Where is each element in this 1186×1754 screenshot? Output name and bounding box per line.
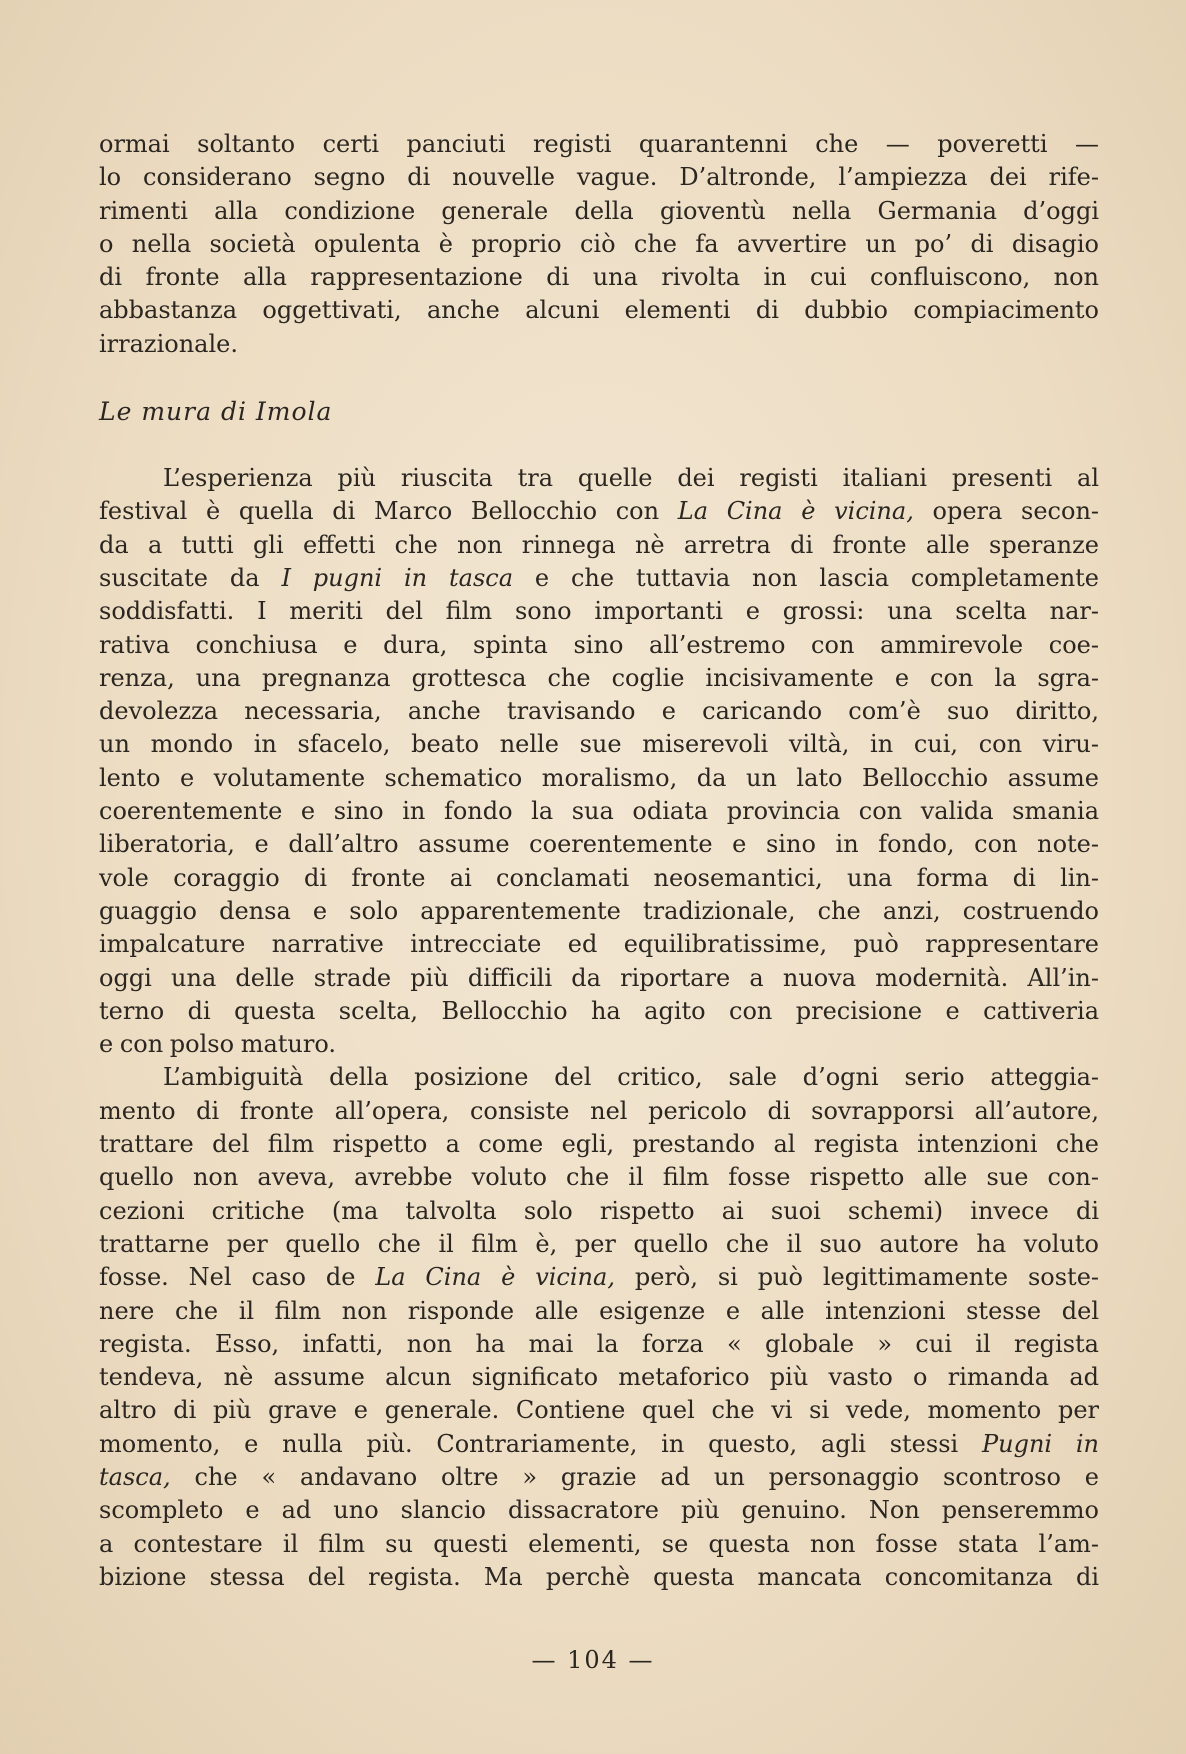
text-segment: fosse. Nel caso de [99, 1263, 376, 1292]
text-segment: altro di più grave e generale. Contiene quel che vi si vede, momento per [99, 1396, 1099, 1425]
text-line [99, 1095, 1099, 1128]
text-line [99, 962, 1099, 995]
paragraph [99, 462, 1099, 1061]
text-line [99, 695, 1099, 728]
text-line [99, 128, 1099, 161]
text-segment: opera secon- [913, 497, 1100, 526]
text-line [99, 995, 1099, 1028]
text-segment: momento, e nulla più. Contrariamente, in questo, agli stessi [99, 1429, 982, 1458]
text-line [99, 662, 1099, 695]
italic-title: I pugni in tasca [281, 563, 514, 592]
italic-title: tasca, [99, 1462, 171, 1491]
text-line [99, 1295, 1099, 1328]
text-segment: o nella società opulenta è proprio ciò che fa avvertire un po’ di disagio [99, 229, 1099, 258]
text-segment: regista. Esso, infatti, non ha mai la forza « globale » cui il regista [99, 1329, 1099, 1358]
text-segment: mento di fronte all’opera, consiste nel pericolo di sovrapporsi all’autore, [99, 1096, 1099, 1125]
text-line [99, 328, 1099, 361]
text-segment: lento e volutamente schematico moralismo, da un lato Bellocchio assume [99, 763, 1099, 792]
text-line [99, 862, 1099, 895]
text-segment: e con polso maturo. [99, 1030, 336, 1059]
text-segment: trattare del film rispetto a come egli, prestando al regista intenzioni che [99, 1130, 1099, 1159]
page-body [99, 128, 1099, 1594]
text-line [99, 195, 1099, 228]
text-segment: abbastanza oggettivati, anche alcuni elementi di dubbio compiacimento [99, 296, 1099, 325]
italic-title: La Cina è vicina, [677, 497, 914, 526]
text-segment: L’ambiguità della posizione del critico, sale d’ogni serio atteggia- [163, 1063, 1099, 1092]
text-line [99, 928, 1099, 961]
text-segment: guaggio densa e solo apparentemente tradizionale, che anzi, costruendo [99, 896, 1099, 925]
text-line [99, 462, 1099, 495]
text-line [99, 1461, 1099, 1494]
text-line [99, 828, 1099, 861]
text-segment: coerentemente e sino in fondo la sua odiata provincia con valida smania [99, 797, 1099, 826]
text-segment: festival è quella di Marco Bellocchio con [99, 497, 678, 526]
text-segment: a contestare il film su questi elementi, se questa non fosse stata l’am- [99, 1529, 1099, 1558]
text-segment: oggi una delle strade più difficili da riportare a nuova modernità. All’in- [99, 963, 1099, 992]
text-line [99, 1528, 1099, 1561]
text-segment: rimenti alla condizione generale della gioventù nella Germania d’oggi [99, 196, 1099, 225]
text-segment: e che tuttavia non lascia completamente [513, 563, 1100, 592]
text-segment: vole coraggio di fronte ai conclamati neosemantici, una forma di lin- [99, 863, 1099, 892]
text-segment: liberatoria, e dall’altro assume coerentemente e sino in fondo, con note- [99, 830, 1099, 859]
text-segment: che « andavano oltre » grazie ad un personaggio scontroso e [170, 1462, 1099, 1491]
text-segment: rativa conchiusa e dura, spinta sino all’estremo con ammirevole coe- [99, 630, 1099, 659]
text-segment: nere che il film non risponde alle esigenze e alle intenzioni stesse del [99, 1296, 1099, 1325]
section-heading: Le mura di Imola [99, 397, 333, 427]
text-line [99, 762, 1099, 795]
text-line [99, 1561, 1099, 1594]
text-segment: trattarne per quello che il film è, per quello che il suo autore ha voluto [99, 1229, 1099, 1258]
text-line [99, 1261, 1099, 1294]
text-line [99, 261, 1099, 294]
text-segment: di fronte alla rappresentazione di una rivolta in cui confluiscono, non [99, 263, 1099, 292]
text-segment: da a tutti gli effetti che non rinnega nè arretra di fronte alle speranze [99, 530, 1099, 559]
text-line [99, 495, 1099, 528]
text-line [99, 1494, 1099, 1527]
text-line [99, 294, 1099, 327]
text-line [99, 1061, 1099, 1094]
text-line [99, 1361, 1099, 1394]
text-segment: devolezza necessaria, anche travisando e caricando com’è suo diritto, [99, 697, 1099, 726]
text-line [99, 728, 1099, 761]
text-segment: renza, una pregnanza grottesca che coglie incisivamente e con la sgra- [99, 663, 1099, 692]
text-line [99, 529, 1099, 562]
text-line [99, 595, 1099, 628]
text-segment: cezioni critiche (ma talvolta solo rispetto ai suoi schemi) invece di [99, 1196, 1099, 1225]
text-segment: però, si può legittimamente soste- [614, 1263, 1099, 1292]
page-number: — 104 — [531, 1646, 655, 1674]
text-line [99, 1328, 1099, 1361]
text-segment: terno di questa scelta, Bellocchio ha agito con precisione e cattiveria [99, 996, 1099, 1025]
paragraph [99, 128, 1099, 361]
text-line [99, 562, 1099, 595]
italic-title: La Cina è vicina, [375, 1263, 615, 1292]
text-line [99, 1128, 1099, 1161]
text-segment: ormai soltanto certi panciuti registi quarantenni che — poveretti — [99, 130, 1099, 158]
text-segment: suscitate da [99, 563, 282, 592]
text-line [99, 895, 1099, 928]
text-segment: bizione stessa del regista. Ma perchè questa mancata concomitanza di [99, 1562, 1099, 1591]
text-segment: lo considerano segno di nouvelle vague. D’altronde, l’ampiezza dei rife- [99, 163, 1099, 192]
text-segment: un mondo in sfacelo, beato nelle sue miserevoli viltà, in cui, con viru- [99, 730, 1099, 759]
italic-title: Pugni in [981, 1429, 1099, 1458]
text-line [99, 795, 1099, 828]
text-line [99, 228, 1099, 261]
text-segment: L’esperienza più riuscita tra quelle dei registi italiani presenti al [163, 464, 1099, 493]
text-line [99, 1161, 1099, 1194]
text-segment: tendeva, nè assume alcun significato metaforico più vasto o rimanda ad [99, 1363, 1099, 1392]
text-line [99, 1028, 1099, 1061]
text-line [99, 1228, 1099, 1261]
text-segment: scompleto e ad uno slancio dissacratore più genuino. Non penseremmo [99, 1496, 1099, 1525]
text-line [99, 629, 1099, 662]
text-segment: quello non aveva, avrebbe voluto che il film fosse rispetto alle sue con- [99, 1163, 1099, 1192]
text-segment: soddisfatti. I meriti del film sono importanti e grossi: una scelta nar- [99, 597, 1099, 626]
text-line [99, 1195, 1099, 1228]
text-line [99, 1428, 1099, 1461]
text-segment: impalcature narrative intrecciate ed equilibratissime, può rappresentare [99, 930, 1099, 959]
text-line [99, 1394, 1099, 1427]
text-segment: irrazionale. [99, 329, 238, 358]
paragraph [99, 1061, 1099, 1594]
text-line [99, 161, 1099, 194]
